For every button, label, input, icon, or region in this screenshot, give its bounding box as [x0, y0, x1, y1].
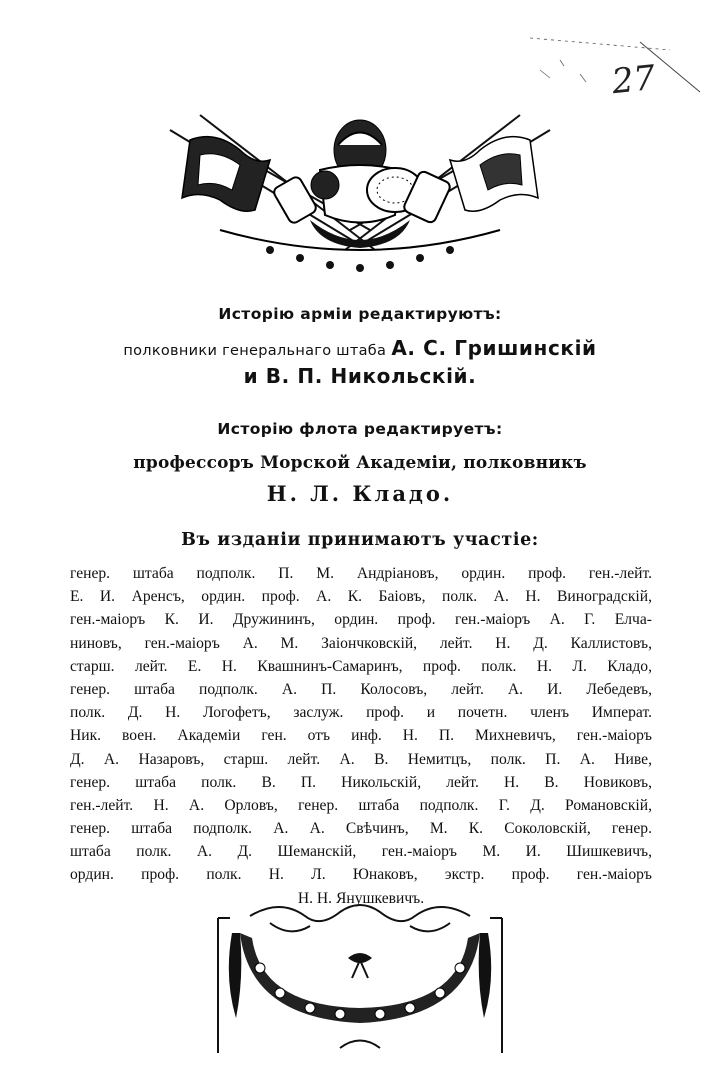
fleet-editor-title: профессоръ Морской Академіи, полковникъ — [133, 453, 587, 473]
fleet-editor-heading: Исторію флота редактируетъ: — [217, 420, 503, 438]
participants-line: Ник. воен. Академіи ген. отъ инф. Н. П. Михневичъ, ген.-маіоръ — [70, 727, 652, 745]
fleet-editor-name: Н. Л. Кладо. — [266, 481, 454, 506]
participants-line: генер. штаба подполк. А. П. Колосовъ, лейт. А. И. Лебедевъ, — [70, 680, 652, 698]
participants-line: Н. Н. Янушкевичъ. — [297, 889, 425, 907]
participants-line: ген.-маіоръ К. И. Дружининъ, ордин. проф. ген.-маіоръ А. Г. Елча- — [70, 611, 652, 629]
army-editor-name-1: А. С. Гришинскій — [391, 336, 597, 360]
pencil-marks-icon — [520, 30, 710, 120]
participants-line: ордин. проф. полк. Н. Л. Юнаковъ, экстр. проф. ген.-маіоръ — [70, 866, 652, 884]
army-editors-heading: Исторію арміи редактируютъ: — [218, 305, 502, 323]
army-editors-line-2: и В. П. Никольскій. — [243, 364, 477, 388]
army-editors-line-1 — [0, 336, 720, 360]
army-editors-prefix: полковники генеральнаго штаба — [123, 343, 387, 359]
participants-line: генер. штаба подполк. А. А. Свѣчинъ, М. К. Соколовскій, генер. — [70, 820, 652, 838]
participants-line: ген.-лейт. Н. А. Орловъ, генер. штаба подполк. Г. Д. Романовскій, — [70, 796, 652, 814]
handwritten-page-number: 27 — [610, 57, 658, 103]
participants-line: генер. штаба подполк. П. М. Андріановъ, ордин. проф. ген.-лейт. — [70, 565, 652, 582]
participants-line: старш. лейт. Е. Н. Квашнинъ-Самаринъ, проф. полк. Н. Л. Кладо, — [70, 657, 652, 675]
participants-line: ниновъ, ген.-маіоръ А. М. Заіончковскій, лейт. Н. Д. Каллистовъ, — [70, 634, 652, 652]
floral-garland-vignette-icon — [210, 898, 510, 1058]
participants-list — [70, 562, 652, 910]
participants-line: генер. штаба полк. В. П. Никольскій, лейт. Н. В. Новиковъ, — [70, 773, 652, 791]
participants-line: Д. А. Назаровъ, старш. лейт. А. В. Немитцъ, полк. П. А. Ниве, — [70, 750, 652, 768]
participants-line: полк. Д. Н. Логофетъ, заслуж. проф. и почетн. членъ Императ. — [70, 704, 652, 722]
participants-heading: Въ изданіи принимаютъ участіе: — [181, 530, 539, 550]
participants-line: штаба полк. А. Д. Шеманскій, ген.-маіоръ М. И. Шишкевичъ, — [70, 843, 652, 861]
military-trophy-vignette-icon — [160, 110, 560, 275]
participants-line: Е. И. Аренсъ, ордин. проф. А. К. Баіовъ, полк. А. Н. Виноградскій, — [70, 588, 652, 606]
